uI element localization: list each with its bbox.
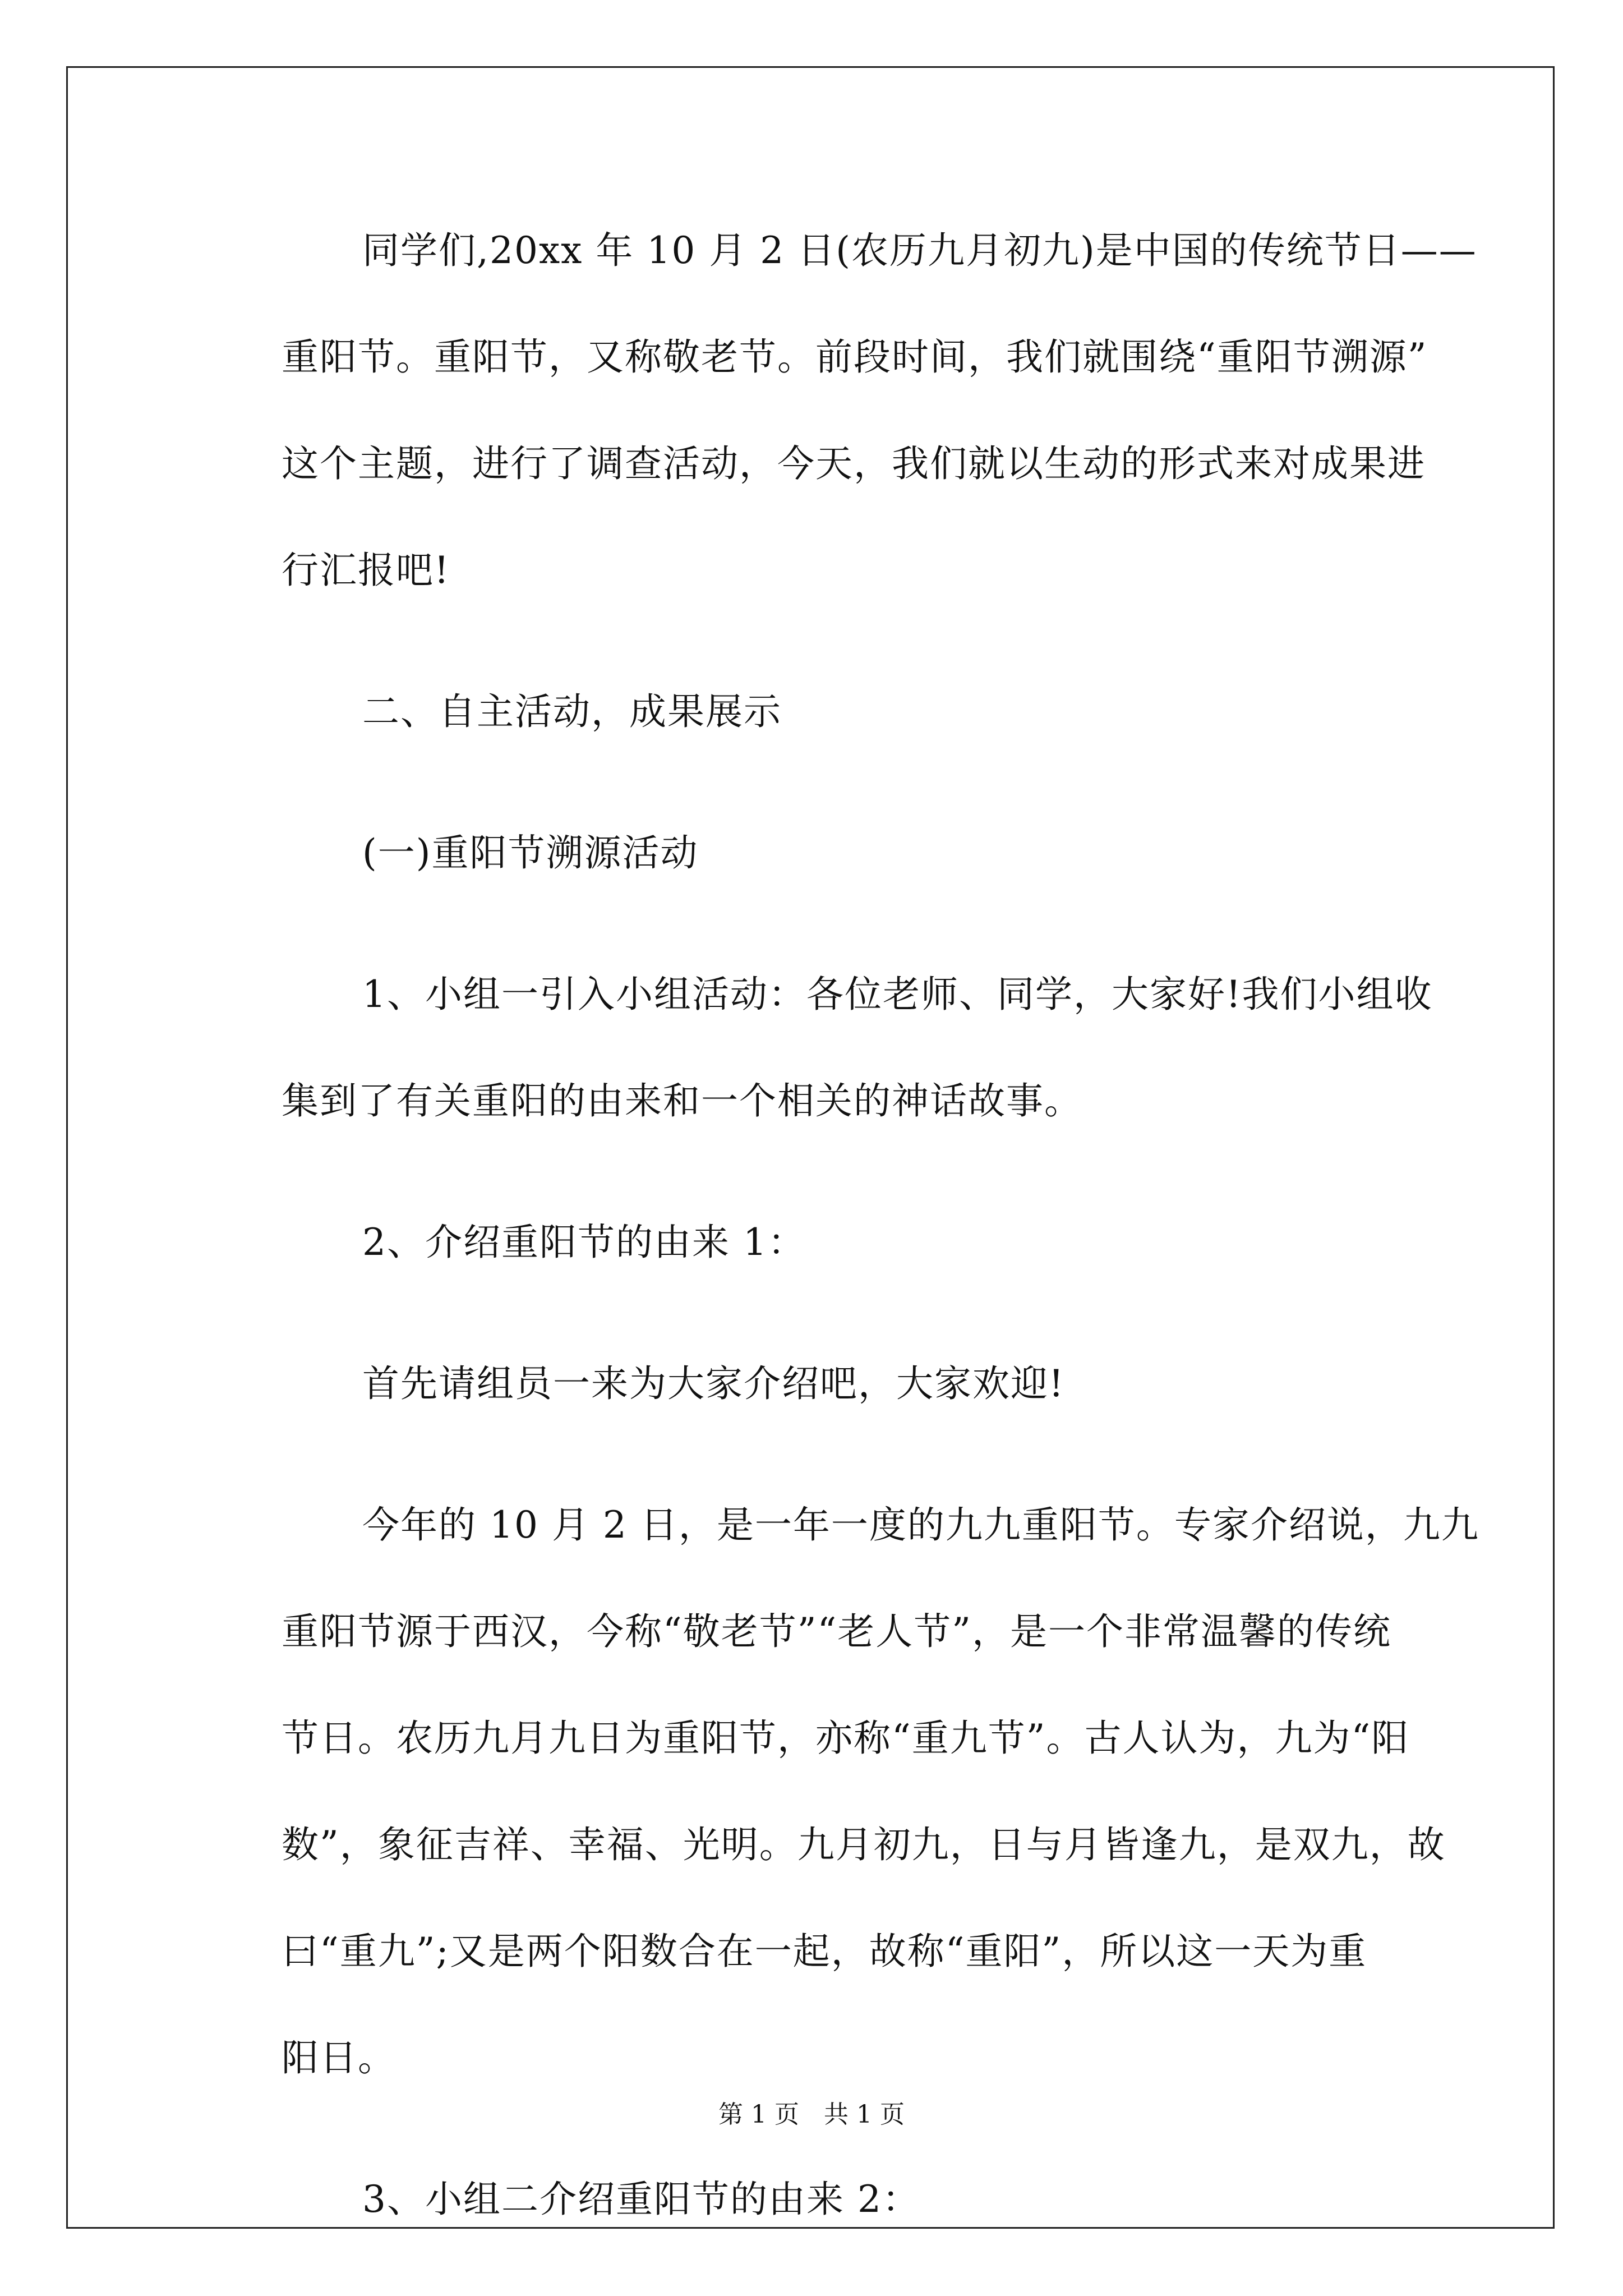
text-line: 这个主题，进行了调查活动，今天，我们就以生动的形式来对成果进 — [282, 442, 1426, 485]
text-line: 集到了有关重阳的由来和一个相关的神话故事。 — [282, 1079, 1082, 1122]
text-line: 重阳节。重阳节，又称敬老节。前段时间，我们就围绕“重阳节溯源” — [282, 335, 1428, 379]
paragraph-origin-2 — [201, 2146, 1423, 2253]
text-line: 1、小组一引入小组活动：各位老师、同学，大家好!我们小组收 — [362, 973, 1433, 1016]
text-line: 行汇报吧! — [282, 549, 450, 592]
text-line: 二、自主活动，成果展示 — [362, 690, 782, 733]
text-line: 节日。农历九月九日为重阳节，亦称“重九节”。古人认为，九为“阳 — [282, 1717, 1410, 1760]
text-line: 数”，象征吉祥、幸福、光明。九月初九，日与月皆逢九，是双九，故 — [282, 1823, 1446, 1866]
section-heading — [201, 659, 1423, 765]
text-line: 2、介绍重阳节的由来 1： — [362, 1221, 806, 1264]
text-line: 曰“重九”;又是两个阳数合在一起，故称“重阳”，所以这一天为重 — [282, 1930, 1367, 1973]
text-line: 今年的 10 月 2 日，是一年一度的九九重阳节。专家介绍说，九九 — [362, 1503, 1479, 1547]
text-line: 重阳节源于西汉，今称“敬老节”“老人节”，是一个非常温馨的传统 — [282, 1610, 1391, 1653]
paragraph-origin-1 — [201, 1189, 1423, 1296]
paragraph-intro — [201, 197, 1477, 624]
text-line: (一)重阳节溯源活动 — [362, 831, 699, 875]
text-line: 同学们,20xx 年 10 月 2 日(农历九月初九)是中国的传统节日—— — [362, 229, 1477, 272]
text-line: 首先请组员一来为大家介绍吧，大家欢迎! — [362, 1362, 1065, 1405]
paragraph-welcome — [201, 1331, 1423, 1437]
page-footer: 第 1 页 共 1 页 — [718, 2100, 905, 2129]
document-body — [201, 197, 1479, 2288]
subsection-heading — [201, 800, 1423, 907]
text-line: 3、小组二介绍重阳节的由来 2： — [362, 2178, 920, 2221]
text-line: 阳日。 — [282, 2036, 396, 2079]
paragraph-festival-intro — [201, 1472, 1479, 2111]
paragraph-group-one — [201, 941, 1433, 1154]
